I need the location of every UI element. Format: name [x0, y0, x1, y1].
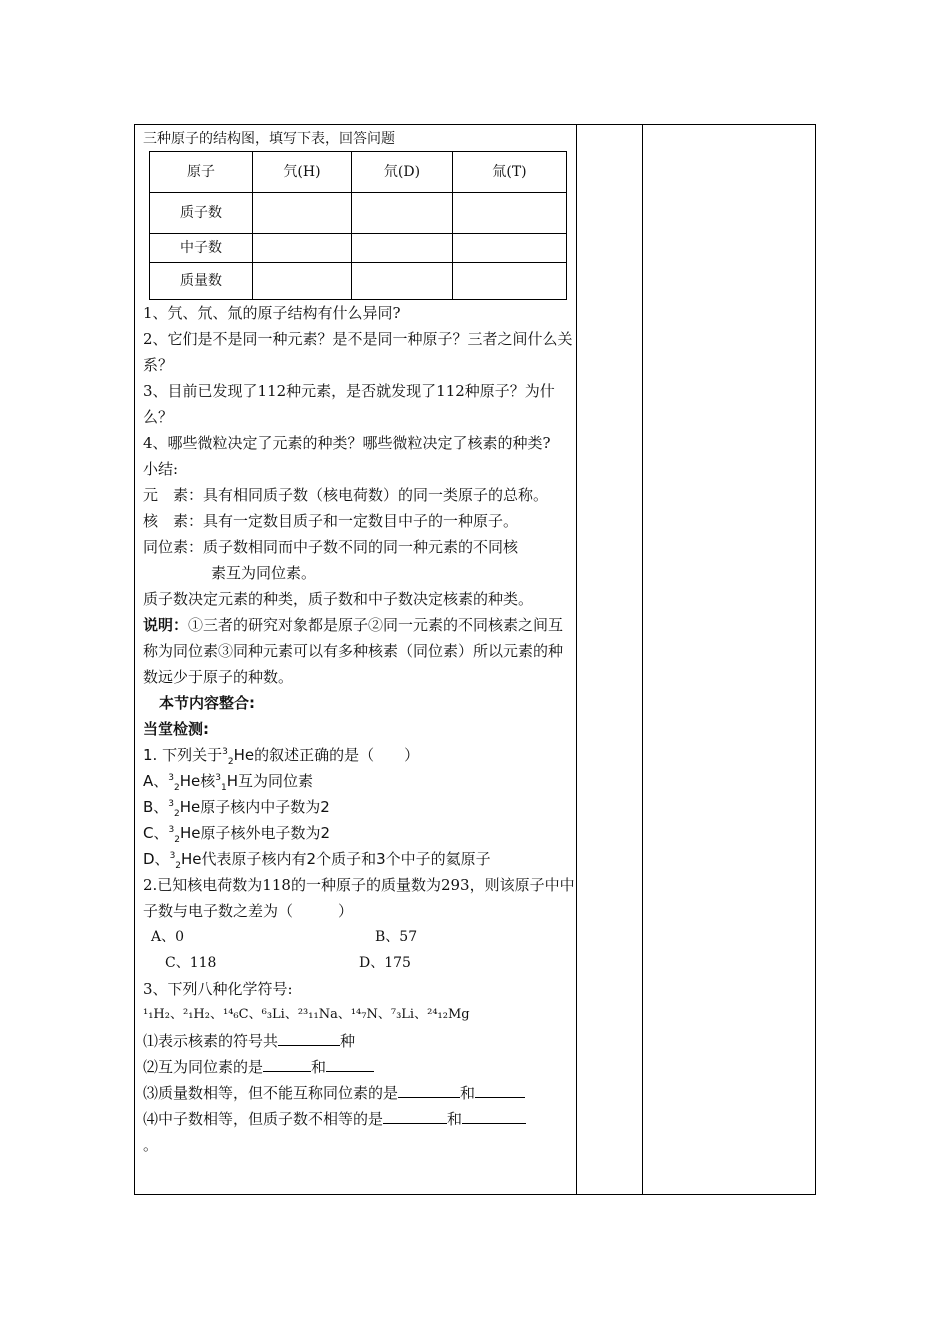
definition-text: 具有相同质子数（核电荷数）的同一类原子的总称。 [203, 486, 549, 504]
question-3: 3、目前已发现了112种元素，是否就发现了112种原子？为什么？ [143, 382, 555, 426]
definition-element [143, 482, 575, 508]
summary-title: 小结: [143, 460, 179, 478]
definition-text: 具有一定数目质子和一定数目中子的一种原子。 [203, 512, 519, 530]
answer-blank[interactable] [462, 1109, 526, 1124]
lesson-table-frame [134, 124, 816, 1195]
integration-title: 本节内容整合: [159, 694, 255, 712]
q1-option-d[interactable]: D、$^3_2$He代表原子核内有2个质子和3个中子的氦原子 [143, 850, 491, 871]
question-2: 2、它们是不是同一种元素？是不是同一种原子？三者之间什么关系？ [143, 330, 573, 374]
answer-blank[interactable] [263, 1057, 311, 1072]
table-cell[interactable] [352, 234, 453, 263]
table-header-deuterium: 氘(D) [352, 152, 453, 193]
q3-sub-2: ⑵互为同位素的是 和 [143, 1054, 575, 1080]
q3-sub-3: ⑶质量数相等，但不能互称同位素的是 和 [143, 1080, 575, 1106]
q2-option-b[interactable]: B、57 [375, 929, 418, 945]
intro-text: 三种原子的结构图，填写下表，回答问题 [143, 131, 395, 147]
test-title: 当堂检测: [143, 720, 209, 738]
answer-blank[interactable] [475, 1083, 525, 1098]
main-content-column [143, 129, 575, 1158]
table-row-label-protons: 质子数 [150, 193, 253, 234]
table-cell[interactable] [352, 193, 453, 234]
table-header-protium: 氕(H) [253, 152, 352, 193]
definition-key: 核 素： [143, 512, 204, 530]
q3-stem: 3、下列八种化学符号: [143, 980, 293, 998]
column-divider-1 [576, 125, 577, 1194]
question-4: 4、哪些微粒决定了元素的种类？哪些微粒决定了核素的种类? [143, 434, 551, 452]
answer-blank[interactable] [383, 1109, 447, 1124]
table-row-label-neutrons: 中子数 [150, 234, 253, 263]
definition-isotope [143, 534, 575, 560]
definition-isotope-cont: 素互为同位素。 [211, 564, 317, 582]
decide-sentence: 质子数决定元素的种类，质子数和中子数决定核素的种类。 [143, 590, 534, 608]
q1-option-c[interactable]: C、$^3_2$He原子核外电子数为2 [143, 824, 331, 845]
table-cell[interactable] [352, 263, 453, 300]
table-cell[interactable] [253, 234, 352, 263]
q1-option-b[interactable]: B、$^3_2$He原子核内中子数为2 [143, 798, 330, 819]
note-label: 说明： [143, 616, 189, 634]
answer-blank[interactable] [326, 1057, 374, 1072]
definition-text: 质子数相同而中子数不同的同一种元素的不同核 [203, 538, 519, 556]
q1-stem: 1. 下列关于$^3_2$He的叙述正确的是（ ） [143, 746, 420, 767]
definition-key: 元 素： [143, 486, 204, 504]
q3-symbols: ¹₁H₂、²₁H₂、¹⁴₆C、⁶₃Li、²³₁₁Na、¹⁴₇N、⁷₃Li、²⁴₁₂Mg [143, 1007, 470, 1022]
q2-option-d[interactable]: D、175 [359, 955, 411, 971]
table-cell[interactable] [253, 263, 352, 300]
table-cell[interactable] [453, 234, 567, 263]
q3-sub-4: ⑷中子数相等，但质子数不相等的是 和 [143, 1106, 575, 1132]
definition-nuclide [143, 508, 575, 534]
definition-key: 同位素： [143, 538, 204, 556]
table-cell[interactable] [453, 263, 567, 300]
table-row-label-mass: 质量数 [150, 263, 253, 300]
column-divider-2 [642, 125, 643, 1194]
atom-structure-table [149, 151, 567, 300]
q2-option-c[interactable]: C、118 [165, 955, 217, 971]
q2-option-a[interactable]: A、0 [151, 929, 185, 945]
q2-stem: 2.已知核电荷数为118的一种原子的质量数为293，则该原子中中子数与电子数之差为（ ） [143, 876, 575, 920]
q2-options-row-1 [143, 924, 575, 950]
answer-blank[interactable] [398, 1083, 460, 1098]
table-header-tritium: 氚(T) [453, 152, 567, 193]
question-1: 1、氕、氘、氚的原子结构有什么异同? [143, 304, 401, 322]
q1-option-a[interactable]: A、$^3_2$He核$^3_1$H互为同位素 [143, 772, 314, 793]
note-text: ①三者的研究对象都是原子②同一元素的不同核素之间互称为同位素③同种元素可以有多种核素（同位素）所以元素的种数远少于原子的种数。 [143, 616, 564, 686]
q2-options-row-2 [143, 950, 575, 976]
q3-end-mark: 。 [143, 1136, 159, 1154]
table-cell[interactable] [453, 193, 567, 234]
table-cell[interactable] [253, 193, 352, 234]
note-paragraph [143, 612, 575, 690]
q3-sub-1: ⑴表示核素的符号共 种 [143, 1032, 356, 1050]
answer-blank[interactable] [278, 1031, 340, 1046]
table-header-atom: 原子 [150, 152, 253, 193]
